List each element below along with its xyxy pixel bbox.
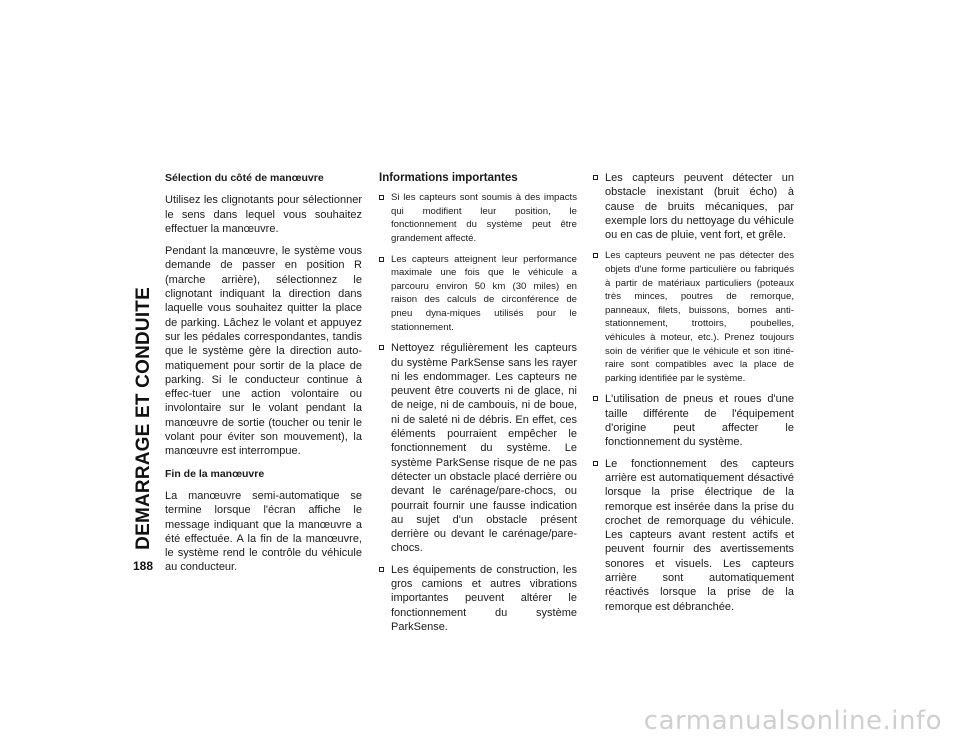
list-item-text: Si les capteurs sont soumis à des impacts qui modifient leur position, le fonctionnement du système peut être grandement affecté. (391, 192, 577, 245)
watermark: carmanualsonline.info (643, 706, 942, 736)
important-info-list (379, 191, 577, 634)
square-bullet-icon (593, 253, 598, 258)
column-1 (165, 171, 362, 583)
list-item (379, 341, 577, 555)
heading-selection-side: Sélection du côté de manœuvre (165, 172, 324, 184)
paragraph-maneuver: Pendant la manœuvre, le système vous demande de passer en position R (marche arrière), sélectionnez le clignotant indiquant la direction dans laquelle vous souhaitez quitter la place de parking. Lâchez le volant et appuyez sur les pédales correspondantes, tandis que le système gère la direction auto-matiquement pour sortir de la place de parking. Si le conducteur continue à effec-tuer une action volontaire ou involontaire sur le volant pendant la manœuvre de sortie (toucher ou tenir le volant pour éviter son mouvement), la manœuvre est interrompue. (165, 245, 362, 458)
square-bullet-icon (379, 195, 384, 200)
list-item (379, 253, 577, 335)
square-bullet-icon (593, 175, 598, 180)
list-item-text: Le fonctionnement des capteurs arrière est automatiquement désactivé lorsque la prise électrique de la remorque est insérée dans la prise du crochet de remorquage du véhicule. Les capteurs avant restent actifs et peuvent fournir des avertissements sonores et visuels. Les capteurs arrière sont automatiquement réactivés lorsque la prise de la remorque est débranchée. (605, 457, 794, 613)
square-bullet-icon (379, 257, 384, 262)
square-bullet-icon (593, 396, 598, 401)
list-item-text: Les équipements de construction, les gros camions et autres vibrations importantes peuvent altérer le fonctionnement du système ParkSense. (391, 563, 577, 633)
list-item-text: Les capteurs peuvent détecter un obstacle inexistant (bruit écho) à cause de bruits mécaniques, par exemple lors du nettoyage du véhicule ou en cas de pluie, vent fort, et grêle. (605, 172, 794, 242)
list-item-text: Les capteurs atteignent leur performance maximale une fois que le véhicule a parcouru environ 50 km (30 miles) en raison des calculs de circonférence de pneu dyna-miques utilisés pour le stationnement. (391, 253, 577, 333)
list-item (593, 249, 794, 385)
list-item-text: Nettoyez régulièrement les capteurs du système ParkSense sans les rayer ni les endommager. Les capteurs ne peuvent être couverts ni de glace, ni de neige, ni de cambouis, ni de boue, ni de saleté ni de débris. En effet, ces éléments pourraient empêcher le fonctionnement du système. Le système ParkSense risque de ne pas détecter un obstacle placé derrière ou devant le carénage/pare-chocs, ou pourrait fournir une fausse indication au sujet d'un obstacle présent derrière ou devant le carénage/pare-chocs. (391, 342, 577, 555)
list-item-text: Les capteurs peuvent ne pas détecter des objets d'une forme particulière ou fabriqués à partir de matériaux particuliers (poteaux très minces, poutres de remorque, panneaux, filets, buissons, bornes anti-stationnement, trottoirs, poubelles, véhicules à moteur, etc.). Prenez toujours soin de vérifier que le véhicule et son itiné-raire sont compatibles avec la place de parking identifiée par le système. (605, 250, 794, 384)
list-item-text: L'utilisation de pneus et roues d'une taille différente de l'équipement d'origine peut affecter le fonctionnement du système. (605, 393, 794, 449)
square-bullet-icon (593, 461, 598, 466)
heading-important-info: Informations importantes (379, 172, 518, 184)
sensor-notes-list (593, 171, 794, 614)
list-item (379, 563, 577, 634)
square-bullet-icon (379, 345, 384, 350)
list-item (593, 171, 794, 242)
heading-end-maneuver: Fin de la manœuvre (165, 467, 265, 480)
section-title: DEMARRAGE ET CONDUITE (133, 287, 154, 550)
list-item (593, 457, 794, 614)
column-3 (593, 171, 794, 621)
paragraph-indicators: Utilisez les clignotants pour sélectionner le sens dans lequel vous souhaitez effectuer la manœuvre. (165, 194, 362, 235)
section-title-vertical (133, 170, 155, 550)
square-bullet-icon (379, 567, 384, 572)
column-2 (379, 171, 577, 641)
paragraph-end: La manœuvre semi-automatique se termine lorsque l'écran affiche le message indiquant que la manœuvre a été effectuée. A la fin de la manœuvre, le système rend le contrôle du véhicule au conducteur. (165, 489, 362, 574)
page-number: 188 (133, 559, 154, 573)
list-item (379, 191, 577, 245)
list-item (593, 392, 794, 449)
